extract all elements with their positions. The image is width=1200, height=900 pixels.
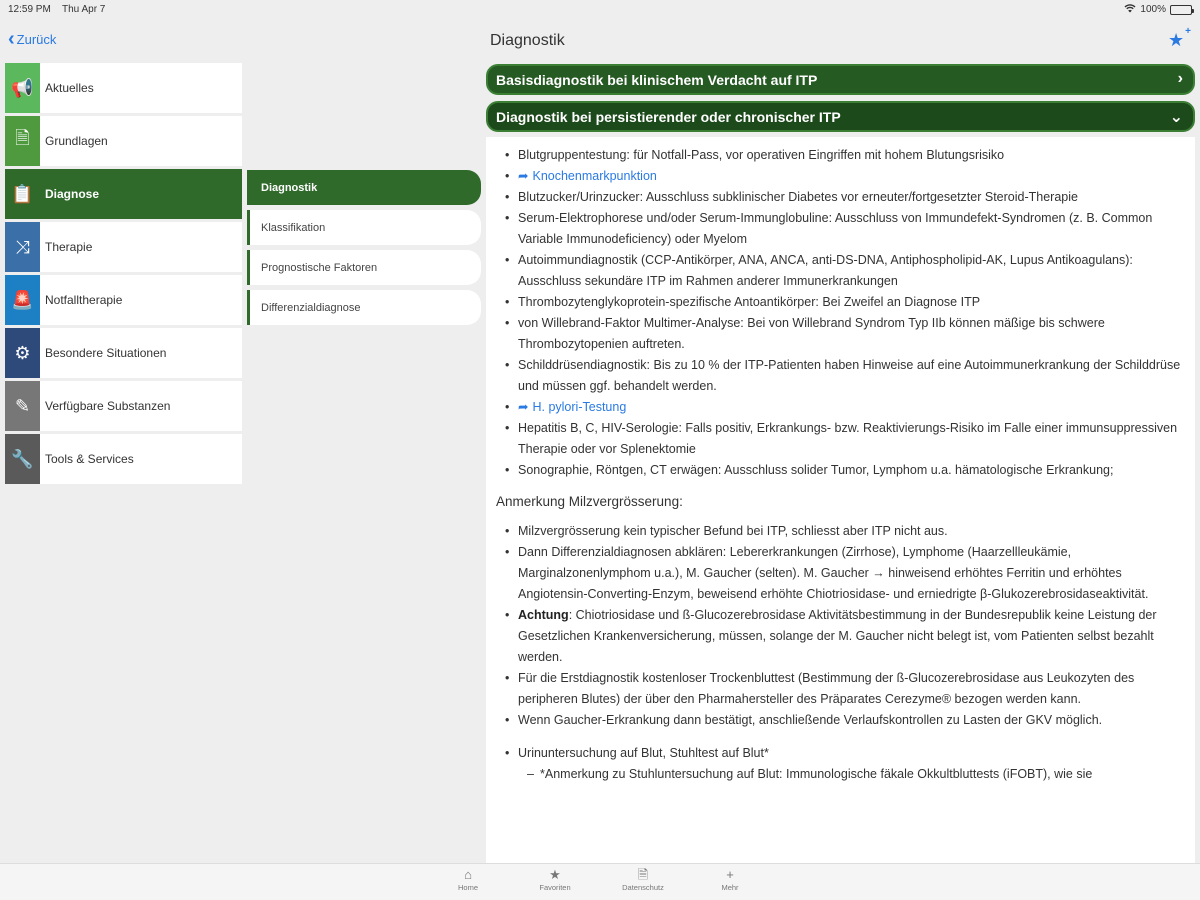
section-heading: Anmerkung Milzvergrösserung:	[496, 494, 683, 509]
home-icon: ⌂	[464, 867, 472, 882]
clipboard-icon: 📋	[5, 169, 40, 219]
sidebar	[5, 63, 242, 487]
document-icon: 🗎	[5, 116, 40, 166]
link-h-pylori-testung[interactable]	[496, 397, 1195, 418]
status-time: 12:59 PM	[8, 4, 51, 15]
sidebar-item-besondere-situationen[interactable]	[5, 328, 242, 378]
battery-icon	[1170, 5, 1192, 15]
battery-percent: 100%	[1140, 4, 1166, 15]
list-item: – *Anmerkung zu Stuhluntersuchung auf Blut: Immunologische fäkale Okkultbluttests (iFOBT), wie sie	[518, 764, 1195, 785]
chevron-down-icon: ⌄	[1169, 109, 1183, 126]
tab-label: Datenschutz	[622, 883, 664, 892]
list-item: • Milzvergrösserung kein typischer Befund bei ITP, schliesst aber ITP nicht aus.	[496, 521, 1195, 542]
sidebar-item-aktuelles[interactable]	[5, 63, 242, 113]
submenu	[247, 170, 481, 330]
link-knochenmarkpunktion[interactable]	[496, 166, 1195, 187]
status-right	[1124, 3, 1192, 16]
chevron-right-icon: ›	[1177, 70, 1183, 87]
list-item: • Achtung: Chiotriosidase und ß-Glucozerebrosidase Aktivitätsbestimmung in der Bundesrepublik keine Leistung der Gesetzlichen Krankenversicherung, müssen, solange der M. Gaucher nicht belegt ist, vom Patienten selbst bezahlt werden.	[496, 605, 1195, 668]
tab-label: Favoriten	[539, 883, 571, 892]
spleen-list	[496, 521, 1195, 731]
star-icon: ★	[549, 867, 561, 882]
tab-label: Mehr	[721, 883, 739, 892]
status-date: Thu Apr 7	[62, 4, 106, 15]
list-item: • Blutgruppentestung: für Notfall-Pass, vor operativen Eingriffen mit hohem Blutungsrisiko	[496, 145, 1195, 166]
accordion-basisdiagnostik[interactable]	[486, 64, 1195, 95]
sidebar-item-diagnose[interactable]	[5, 169, 242, 219]
warning-text: Chiotriosidase und ß-Glucozerebrosidase Aktivitätsbestimmung in der Bundesrepublik keine Leistung der Gesetzlichen Krankenversicherung, müssen, solange der M. Gaucher nicht belegt ist, vom Patienten selbst bezahlt werden.	[518, 608, 1157, 664]
list-item: • Für die Erstdiagnostik kostenloser Trockenbluttest (Bestimmung der ß-Glucozerebrosidase aus Leukozyten des peripheren Blutes) der über den Pharmahersteller des Präparates Cerezyme® bezogen werden kann.	[496, 668, 1195, 710]
accordion-persistierende-itp[interactable]	[486, 101, 1195, 132]
tab-favoriten[interactable]	[525, 867, 585, 892]
sub-list	[496, 764, 1195, 785]
sidebar-item-label: Grundlagen	[45, 134, 108, 148]
share-arrow-icon: ➦	[518, 169, 529, 183]
additional-list	[496, 743, 1195, 764]
plus-icon: +	[1185, 26, 1191, 37]
sidebar-item-grundlagen[interactable]	[5, 116, 242, 166]
list-item: • von Willebrand-Faktor Multimer-Analyse: Bei von Willebrand Syndrom Typ IIb können mäßige bis schwere Thrombozytopenien auftreten.	[496, 313, 1195, 355]
spacer	[496, 731, 1195, 743]
tab-home[interactable]	[438, 867, 498, 892]
list-item: • Schilddrüsendiagnostik: Bis zu 10 % der ITP-Patienten haben Hinweise auf eine Autoimmunerkrankung der Schilddrüse und müssen ggf. behandelt werden.	[496, 355, 1195, 397]
list-item: • Serum-Elektrophorese und/oder Serum-Immunglobuline: Ausschluss von Immundefekt-Syndromen (z. B. Common Variable Immunodeficiency) oder Myelom	[496, 208, 1195, 250]
status-bar	[0, 0, 1200, 20]
list-item: • Blutzucker/Urinzucker: Ausschluss subklinischer Diabetes vor erneuter/fortgesetzter Steroid-Therapie	[496, 187, 1195, 208]
document-icon: 🗎	[637, 867, 649, 882]
tab-datenschutz[interactable]	[613, 867, 673, 892]
megaphone-icon: 📢	[5, 63, 40, 113]
link-label: Knochenmarkpunktion	[532, 169, 657, 183]
sidebar-item-label: Tools & Services	[45, 452, 134, 466]
content-panel	[486, 137, 1195, 863]
tab-label: Home	[457, 883, 478, 892]
wrench-icon: 🔧	[5, 434, 40, 484]
syringe-icon: ✎	[5, 381, 40, 431]
sidebar-item-label: Verfügbare Substanzen	[45, 399, 171, 413]
diagnostics-list	[496, 145, 1195, 481]
sidebar-item-label: Therapie	[45, 240, 93, 254]
sidebar-item-label: Notfalltherapie	[45, 293, 123, 307]
tab-bar	[0, 863, 1200, 900]
siren-icon: 🚨	[5, 275, 40, 325]
chevron-left-icon: ‹	[8, 28, 15, 50]
wifi-icon	[1124, 3, 1136, 16]
sidebar-item-label: Besondere Situationen	[45, 346, 167, 360]
link-label: H. pylori-Testung	[532, 400, 627, 414]
list-item: • Sonographie, Röntgen, CT erwägen: Ausschluss solider Tumor, Lymphom u.a. hämatologische Erkrankung;	[496, 460, 1195, 481]
back-label: Zurück	[16, 31, 57, 47]
submenu-item-diagnostik[interactable]: Diagnostik	[247, 170, 481, 205]
accordion-title: Diagnostik bei persistierender oder chronischer ITP	[496, 108, 841, 125]
share-arrow-icon: ➦	[518, 400, 529, 414]
sidebar-item-therapie[interactable]	[5, 222, 242, 272]
star-icon: ★	[1168, 30, 1185, 50]
sidebar-item-label: Aktuelles	[45, 81, 94, 95]
submenu-item-differenzialdiagnose[interactable]: Differenzialdiagnose	[247, 290, 481, 325]
tab-mehr[interactable]	[700, 867, 760, 892]
list-item: • Hepatitis B, C, HIV-Serologie: Falls positiv, Erkrankungs- bzw. Reaktivierungs-Risiko im Falle einer immunsuppressiven Therapie oder vor Splenektomie	[496, 418, 1195, 460]
gear-icon: ⚙	[5, 328, 40, 378]
page-title: Diagnostik	[490, 32, 565, 49]
sidebar-item-label: Diagnose	[45, 187, 100, 201]
accordion-title: Basisdiagnostik bei klinischem Verdacht auf ITP	[496, 71, 818, 88]
list-item: • Urinuntersuchung auf Blut, Stuhltest auf Blut*	[496, 743, 1195, 764]
sidebar-item-notfalltherapie[interactable]	[5, 275, 242, 325]
sidebar-item-verfuegbare-substanzen[interactable]	[5, 381, 242, 431]
list-item: • Wenn Gaucher-Erkrankung dann bestätigt, anschließende Verlaufskontrollen zu Lasten der GKV möglich.	[496, 710, 1195, 731]
submenu-item-klassifikation[interactable]: Klassifikation	[247, 210, 481, 245]
list-item: • Dann Differenzialdiagnosen abklären: Lebererkrankungen (Zirrhose), Lymphome (Haarzellleukämie, Marginalzonenlymphom u.a.), M. Gaucher (selten). M. Gaucher → hinweisend erhöhtes Ferritin und erhöhtes Angiotensin-Converting-Enzym, beweisend erhöhte Chiotriosidase- und erniedrigte β-Glukozerebrosidaseaktivität.	[496, 542, 1195, 605]
shuffle-icon: ⤨	[5, 222, 40, 272]
add-favorite-button[interactable]	[1168, 26, 1191, 50]
plus-icon: +	[726, 867, 734, 882]
back-button[interactable]	[8, 30, 56, 48]
warning-label: Achtung	[518, 608, 569, 622]
list-item: • Autoimmundiagnostik (CCP-Antikörper, ANA, ANCA, anti-DS-DNA, Antiphospholipid-AK, Lupus Antikoagulans): Ausschluss sekundäre ITP im Rahmen anderer Immunerkrankungen	[496, 250, 1195, 292]
submenu-item-prognostische-faktoren[interactable]: Prognostische Faktoren	[247, 250, 481, 285]
sidebar-item-tools-services[interactable]	[5, 434, 242, 484]
list-item: • Thrombozytenglykoprotein-spezifische Antoantikörper: Bei Zweifel an Diagnose ITP	[496, 292, 1195, 313]
